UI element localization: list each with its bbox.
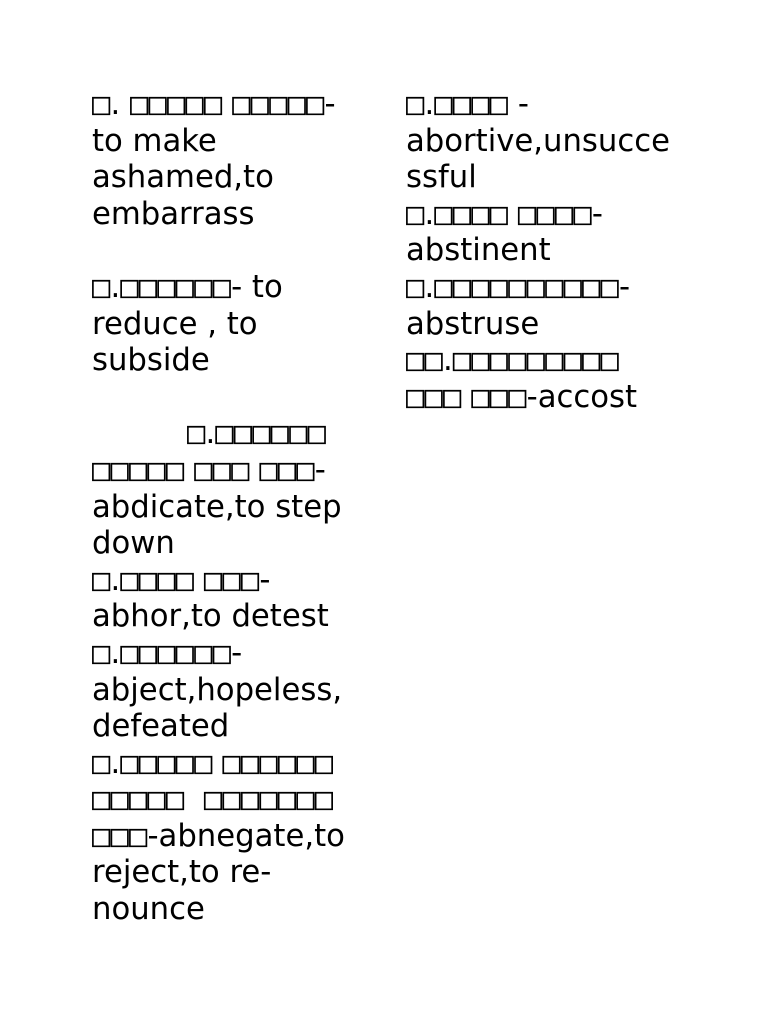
vocab-entry-8: □.□□□□ □□□□- abstinent (406, 196, 603, 269)
vocab-entry-3: □.□□□□□□ □□□□□ □□□ □□□- abdicate,to step down (92, 416, 342, 562)
missing-glyph-run: □□□ (471, 379, 527, 415)
missing-glyph-run: □□□□□□ (120, 269, 232, 305)
left-column (92, 87, 392, 929)
vocab-entry-1: □. □□□□□ □□□□□- to make ashamed,to embarrass (92, 87, 336, 232)
missing-glyph-run: □□□□□□□ (203, 782, 334, 818)
missing-glyph-run: □ (406, 196, 425, 232)
missing-glyph-run: □ (92, 745, 111, 781)
missing-glyph-run: □ (406, 269, 425, 305)
missing-glyph-run: □□□□□□□□□□ (434, 269, 620, 305)
missing-glyph-run: □ (406, 87, 425, 122)
missing-glyph-run: □□□□□□ (222, 745, 334, 781)
missing-glyph-run: □□□□ (434, 87, 509, 122)
vocab-entry-5: □.□□□□□□- abject,hopeless, defeated (92, 635, 343, 745)
missing-glyph-run: □□□□□ (92, 452, 185, 488)
missing-glyph-run: □ (92, 87, 111, 122)
missing-glyph-run: □ (92, 269, 111, 305)
missing-glyph-run: □□□□ (434, 196, 509, 232)
missing-glyph-run: □□□□□□ (120, 635, 232, 671)
missing-glyph-run: □ (187, 416, 206, 452)
vocab-entry-4: □.□□□□ □□□- abhor,to detest (92, 562, 329, 635)
missing-glyph-run: □□□□□□ (215, 416, 327, 452)
missing-glyph-run: □□ (406, 343, 443, 379)
vocab-entry-6: □.□□□□□ □□□□□□ □□□□□ □□□□□□□ □□□-abnegate,to reject,to re- nounce (92, 745, 345, 928)
vocab-entry-9: □.□□□□□□□□□□- abstruse (406, 269, 631, 342)
vocab-entry-7: □.□□□□ - abortive,unsucce ssful (406, 87, 670, 196)
missing-glyph-run: □□□□□ (92, 782, 185, 818)
missing-glyph-run: □□□ (203, 562, 260, 598)
vocab-entry-10: □□.□□□□□□□□□ □□□ □□□-accost (406, 343, 638, 415)
vocab-entry-2: □.□□□□□□- to reduce , to subside (92, 269, 283, 379)
missing-glyph-run: □□□ (194, 452, 250, 488)
missing-glyph-run: □□□ (406, 379, 462, 415)
missing-glyph-run: □ (92, 562, 111, 598)
missing-glyph-run: □□□□□ (130, 87, 223, 122)
right-column (406, 87, 736, 416)
missing-glyph-run: □□□ (92, 818, 148, 854)
missing-glyph-run: □□□□□□□□□ (452, 343, 619, 379)
missing-glyph-run: □□□□□ (120, 745, 213, 781)
missing-glyph-run: □□□□ (517, 196, 592, 232)
missing-glyph-run: □□□ (259, 452, 315, 488)
missing-glyph-run: □ (92, 635, 111, 671)
missing-glyph-run: □□□□□ (232, 87, 325, 122)
missing-glyph-run: □□□□ (120, 562, 195, 598)
